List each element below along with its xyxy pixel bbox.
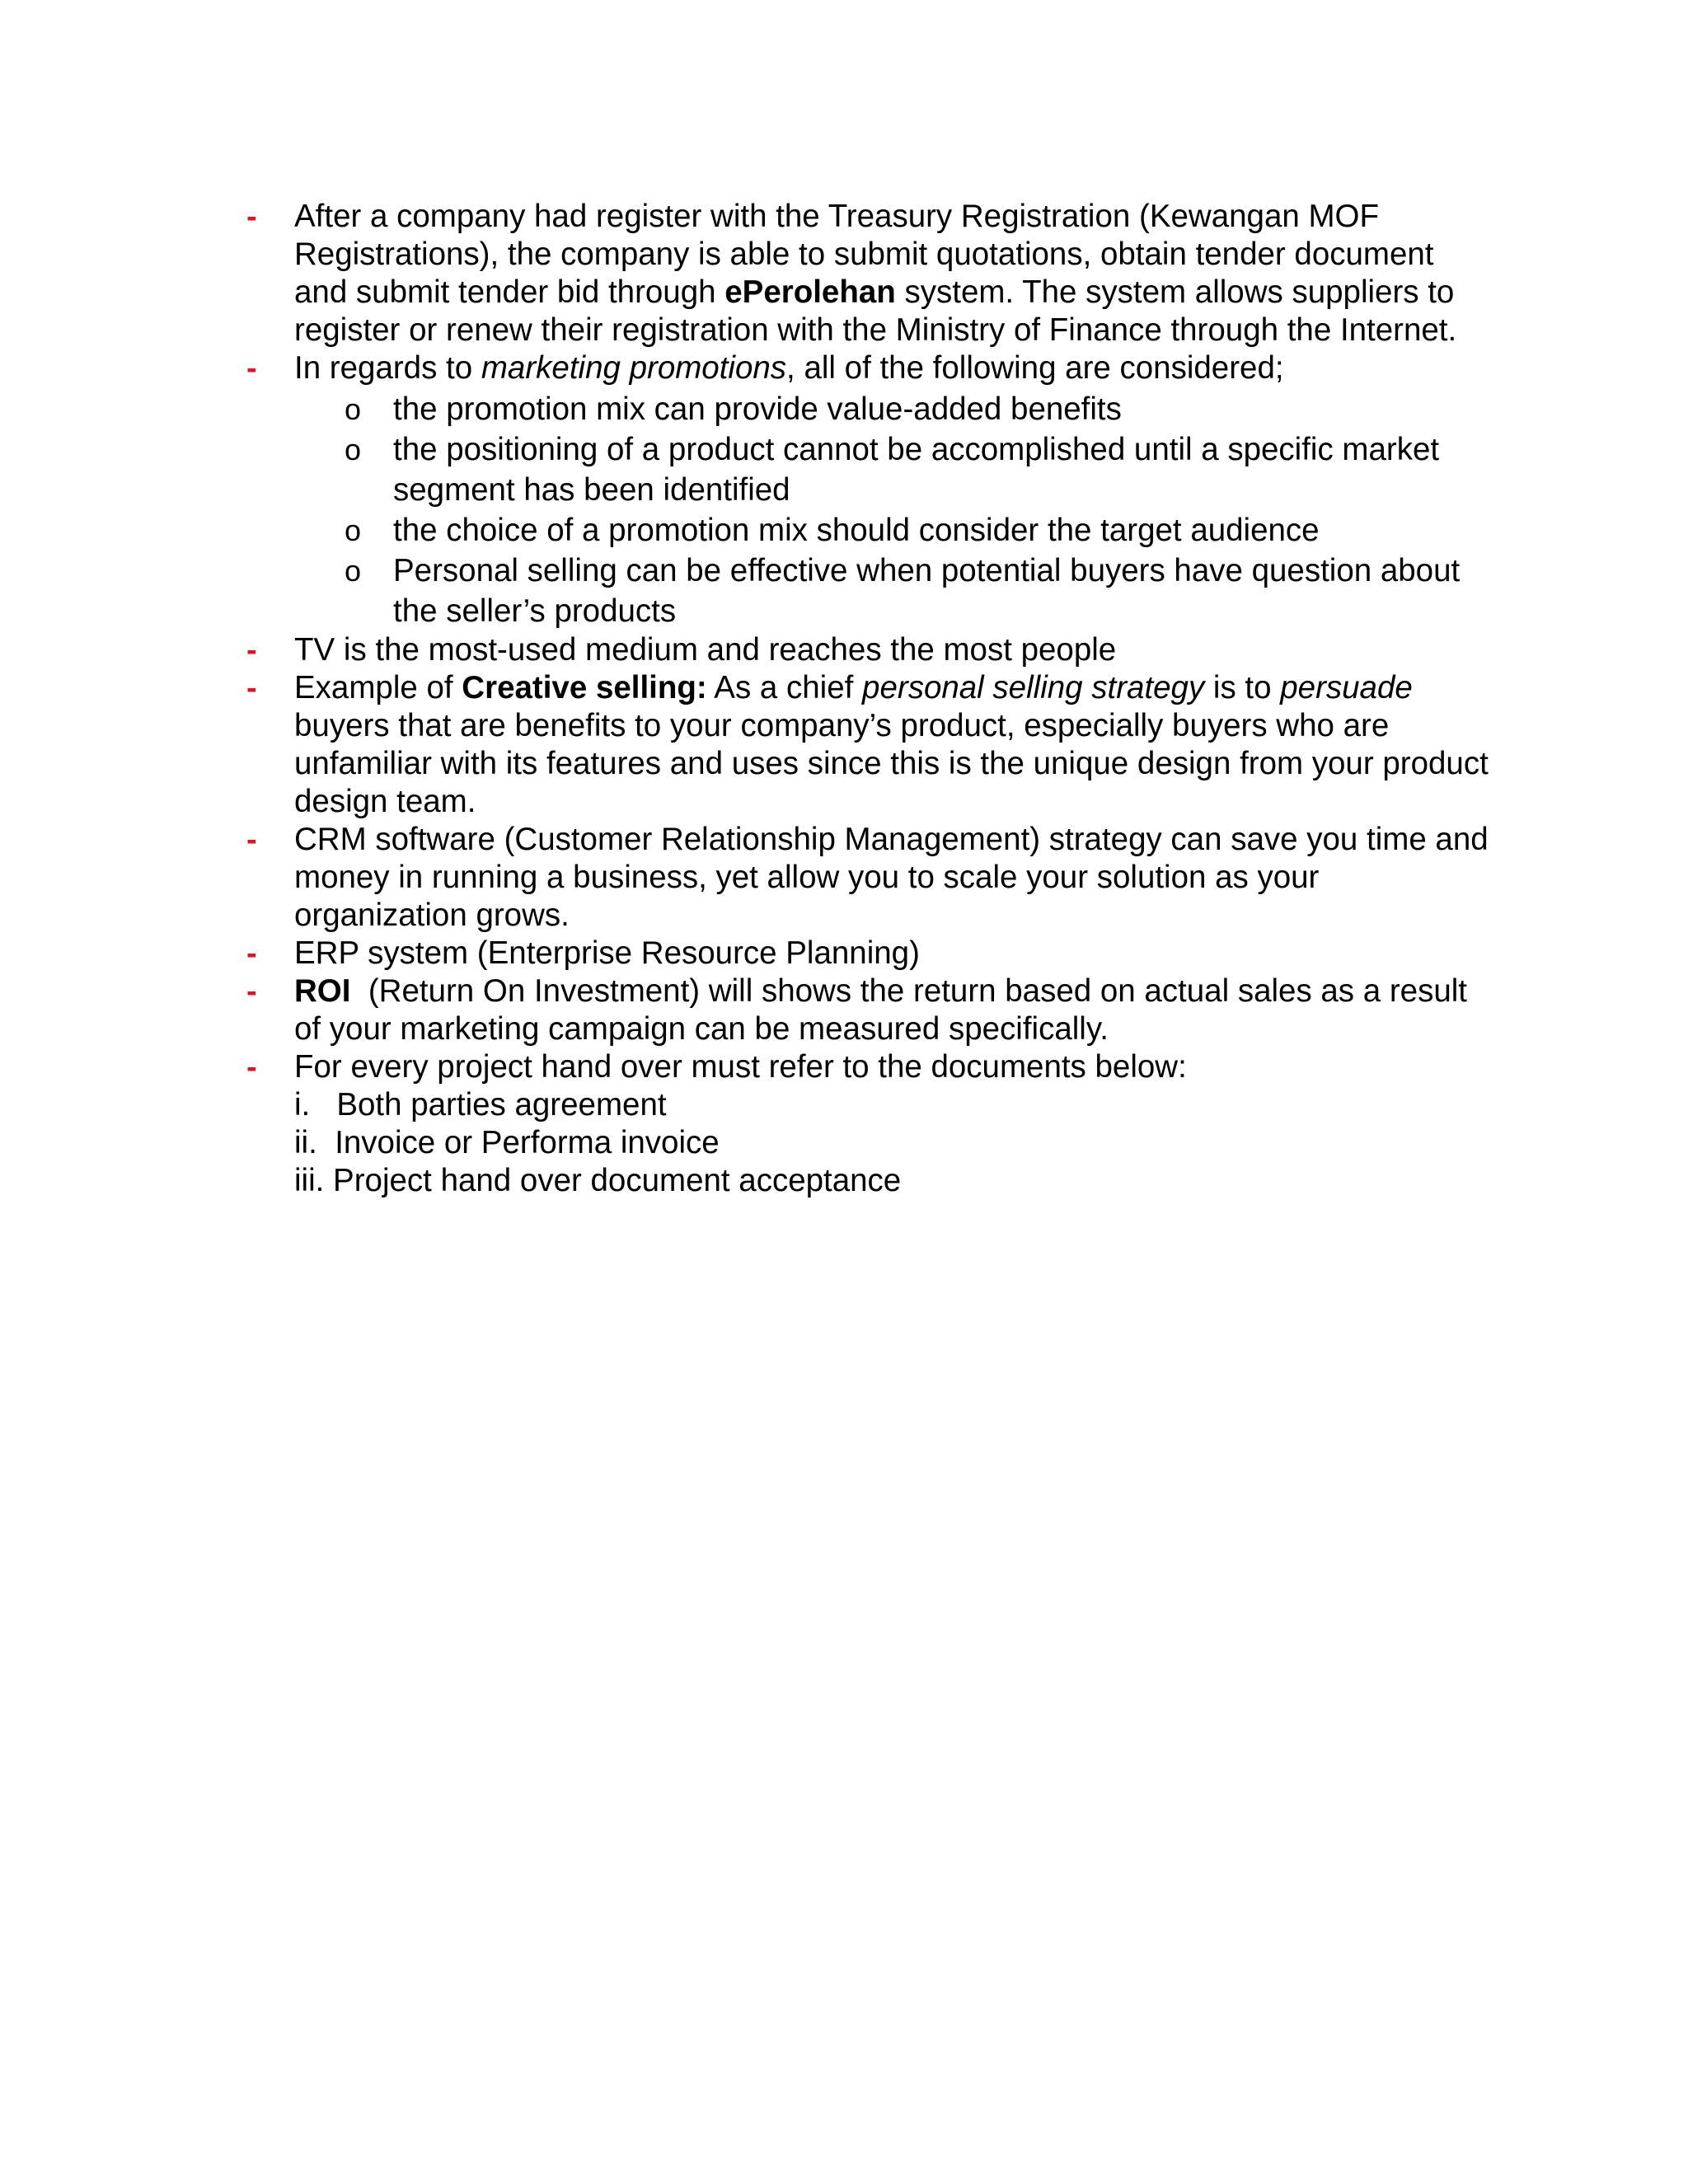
item-text: As a chief bbox=[706, 670, 863, 705]
list-item-crm bbox=[246, 821, 1489, 935]
list-item-eperolehan bbox=[246, 198, 1489, 349]
item-bold-text: ROI bbox=[294, 973, 351, 1009]
circle-bullet: o bbox=[345, 433, 362, 466]
item-text: In regards to bbox=[294, 350, 481, 386]
circle-bullet: o bbox=[345, 554, 362, 588]
item-italic-text: personal selling strategy bbox=[862, 670, 1205, 705]
red-dash-bullet: - bbox=[246, 936, 257, 971]
numbered-list bbox=[294, 1086, 1489, 1200]
item-text: Example of bbox=[294, 670, 462, 705]
sub-item-text: Personal selling can be effective when potential buyers have question about the seller’s products bbox=[393, 553, 1461, 629]
item-text: For every project hand over must refer to the documents below: bbox=[294, 1049, 1187, 1085]
item-italic-text: marketing promotions bbox=[481, 350, 787, 386]
numbered-list-item: ii. Invoice or Performa invoice bbox=[294, 1125, 720, 1160]
sub-list-item bbox=[294, 389, 1489, 429]
item-text: system. The system allows suppliers to register or renew their registration with the Ministry of Finance through the Internet. bbox=[294, 274, 1457, 348]
list-item-tv bbox=[246, 631, 1489, 669]
item-text: CRM software (Customer Relationship Management) strategy can save you time and money in running a business, yet allow you to scale your solution as your organization grows. bbox=[294, 822, 1489, 933]
list-item-creative-selling bbox=[246, 669, 1489, 821]
item-text: , all of the following are considered; bbox=[786, 350, 1284, 386]
document-body bbox=[246, 198, 1489, 1200]
red-dash-bullet: - bbox=[246, 633, 257, 668]
red-dash-bullet: - bbox=[246, 671, 257, 705]
sub-list-item bbox=[294, 551, 1489, 631]
item-text: After a company had register with the Treasury Registration (Kewangan MOF Registrations), the company is able to submit quotations, obtain tender document and submit tender bid through bbox=[294, 199, 1434, 310]
sub-item-text: the choice of a promotion mix should consider the target audience bbox=[393, 513, 1320, 548]
item-text: ERP system (Enterprise Resource Planning) bbox=[294, 935, 920, 971]
red-dash-bullet: - bbox=[246, 199, 257, 234]
numbered-list-item: iii. Project hand over document acceptance bbox=[294, 1163, 902, 1198]
item-text: buyers that are benefits to your company’s product, especially buyers who are unfamiliar with its features and uses since this is the unique design from your product design team. bbox=[294, 708, 1489, 819]
circle-bullet: o bbox=[345, 513, 362, 547]
sub-item-text: the promotion mix can provide value-added benefits bbox=[393, 391, 1122, 427]
item-italic-text: persuade bbox=[1280, 670, 1413, 705]
numbered-list-item: i. Both parties agreement bbox=[294, 1087, 667, 1122]
item-bold-text: ePerolehan bbox=[724, 274, 896, 310]
item-bold-text: Creative selling: bbox=[462, 670, 707, 705]
item-text: is to bbox=[1204, 670, 1281, 705]
list-item-marketing-promotions bbox=[246, 349, 1489, 631]
red-dash-bullet: - bbox=[246, 351, 257, 386]
sub-list-item bbox=[294, 510, 1489, 551]
red-dash-bullet: - bbox=[246, 823, 257, 857]
list-item-project-handover bbox=[246, 1048, 1489, 1200]
list-item-erp bbox=[246, 935, 1489, 972]
sub-list bbox=[294, 389, 1489, 631]
list-item-roi bbox=[246, 972, 1489, 1048]
item-text: (Return On Investment) will shows the return based on actual sales as a result of your marketing campaign can be measured specifically. bbox=[294, 973, 1476, 1047]
sub-item-text: the positioning of a product cannot be accomplished until a specific market segment has been identified bbox=[393, 432, 1440, 508]
red-dash-bullet: - bbox=[246, 1050, 257, 1085]
sub-list-item bbox=[294, 429, 1489, 510]
item-text: TV is the most-used medium and reaches the most people bbox=[294, 632, 1117, 668]
circle-bullet: o bbox=[345, 392, 362, 426]
red-dash-bullet: - bbox=[246, 974, 257, 1009]
